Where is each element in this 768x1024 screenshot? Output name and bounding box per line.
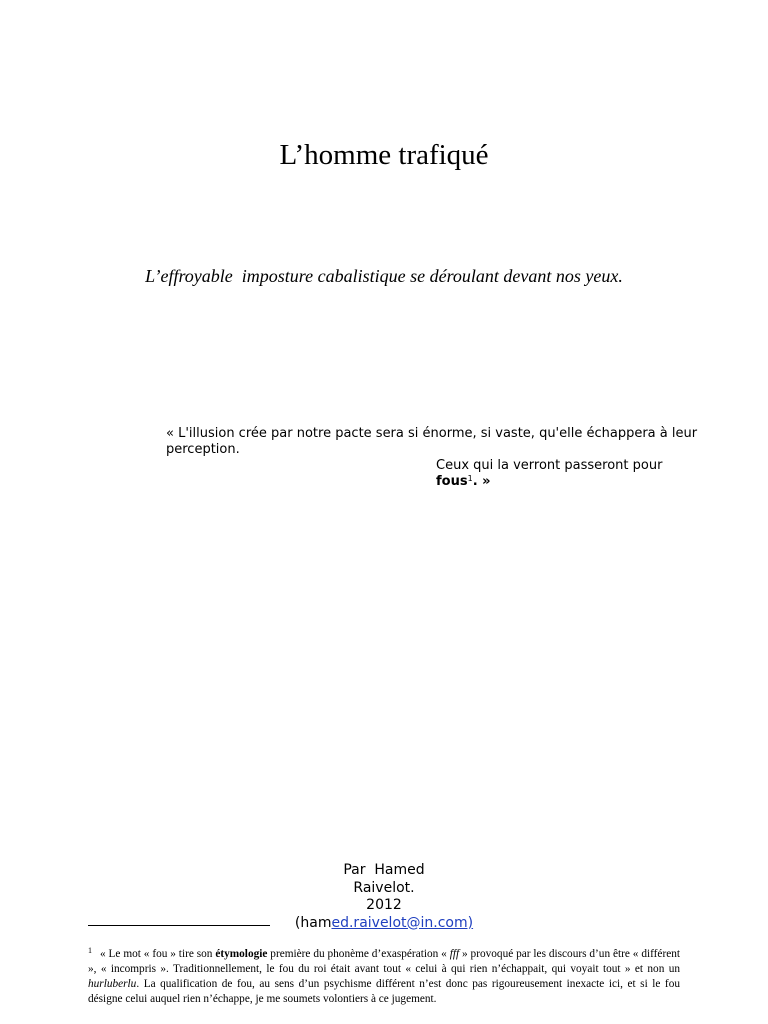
footnote <box>88 947 680 1007</box>
quote-line-4 <box>436 474 686 490</box>
quote-end: . » <box>472 474 491 489</box>
footnote-reference[interactable]: 1 <box>467 474 473 483</box>
footnote-text-4: . La qualification de fou, au sens d’un psychisme différent n’est donc pas rigoureusement inexacte ici, et si le fou désigne celui auquel rien n’échappe, je me soumets volontiers à ce jugement. <box>88 978 680 1005</box>
quote-line-2: perception. <box>166 442 240 457</box>
author-surname-line: Raivelot. <box>353 879 415 896</box>
document-title: L’homme trafiqué <box>279 139 489 171</box>
footnote-text-3: » provoqué par les discours d’un être « différent », « incompris ». Traditionnellement, le fou du roi était avant tout « celui à qui rien n’échappait, qui voyait tout » et non un <box>88 948 681 975</box>
footnote-italic-word: hurluberlu <box>88 978 137 990</box>
quote-line-1: « L'illusion crée par notre pacte sera si énorme, si vaste, qu'elle échappera à leur <box>166 426 698 441</box>
quote-bold-word: fous <box>436 474 468 489</box>
author-year: 2012 <box>366 897 402 913</box>
quote-line-3: Ceux qui la verront passeront pour <box>436 458 663 473</box>
footnote-text-1: « Le mot « fou » tire son <box>100 948 216 960</box>
footnote-text-2: première du phonème d’exaspération « <box>267 948 450 960</box>
author-block <box>284 862 484 932</box>
author-name-line: Par Hamed <box>343 862 425 878</box>
footnote-italic-fff: fff <box>449 948 460 960</box>
email-prefix: (ham <box>294 914 332 931</box>
document-subtitle: L’effroyable imposture cabalistique se déroulant devant nos yeux. <box>145 266 623 286</box>
footnote-number: 1 <box>88 946 92 955</box>
footnote-bold-word: étymologie <box>215 948 268 960</box>
email-link[interactable]: ed.raivelot@in.com) <box>331 914 474 931</box>
author-email-line <box>284 915 484 933</box>
footnote-separator <box>88 925 270 926</box>
epigraph-quote <box>166 426 698 490</box>
